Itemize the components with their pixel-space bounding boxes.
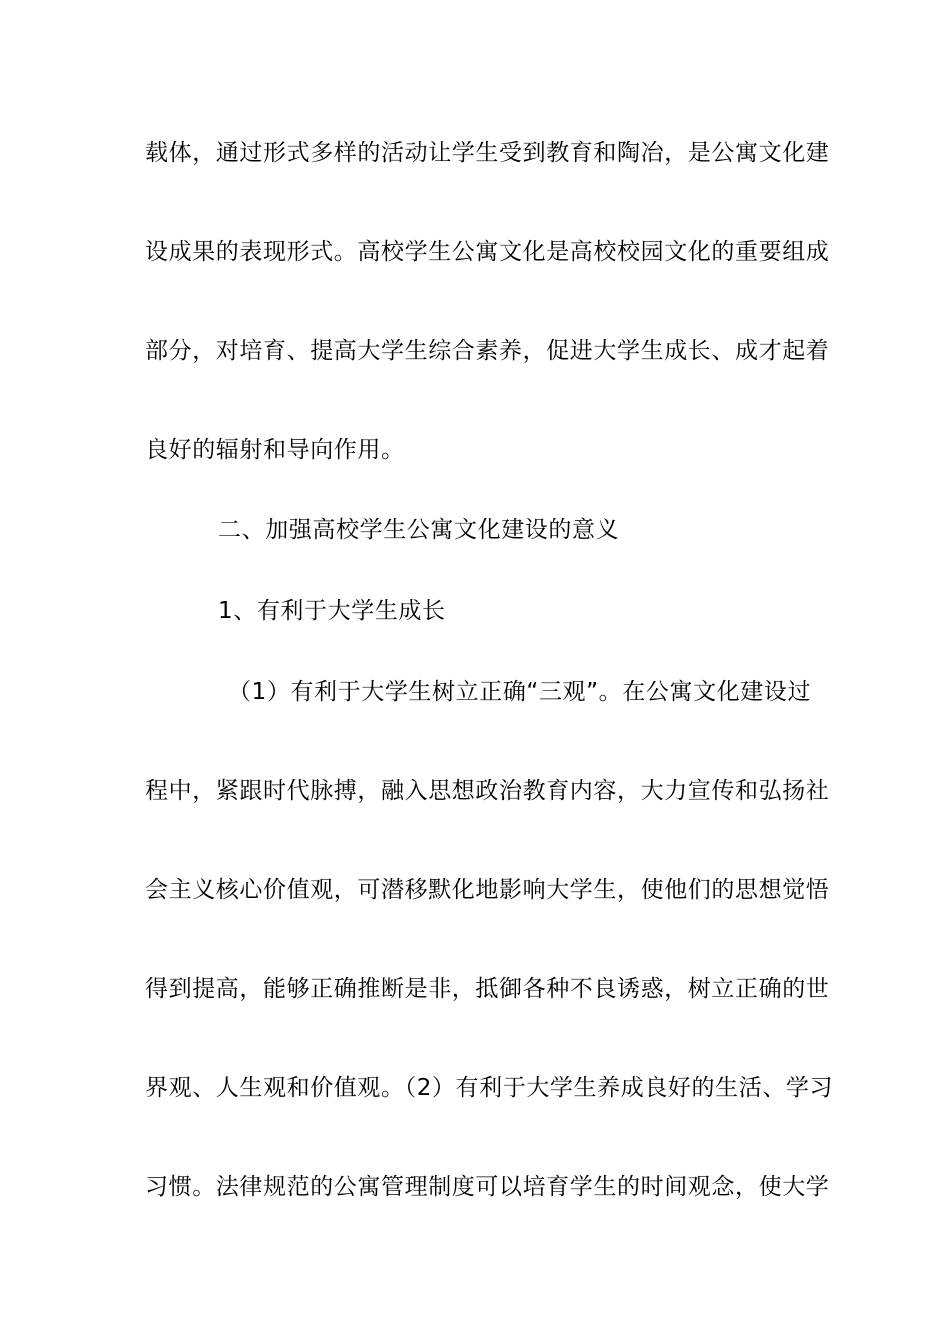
paragraph-line: 良好的辐射和导向作用。 bbox=[145, 437, 405, 463]
paragraph-line: （1）有利于大学生树立正确“三观”。在公寓文化建设过 bbox=[228, 679, 812, 705]
paragraph-line: 程中，紧跟时代脉搏，融入思想政治教育内容，大力宣传和弘扬社 bbox=[145, 778, 830, 804]
subsection-heading: 1、有利于大学生成长 bbox=[218, 598, 446, 624]
paragraph-line: 会主义核心价值观，可潜移默化地影响大学生，使他们的思想觉悟 bbox=[145, 877, 830, 903]
paragraph-line: 载体，通过形式多样的活动让学生受到教育和陶冶，是公寓文化建 bbox=[145, 140, 830, 166]
paragraph-line: 得到提高，能够正确推断是非，抵御各种不良诱惑，树立正确的世 bbox=[145, 976, 830, 1002]
section-heading: 二、加强高校学生公寓文化建设的意义 bbox=[218, 517, 620, 543]
paragraph-line: 设成果的表现形式。高校学生公寓文化是高校校园文化的重要组成 bbox=[145, 239, 830, 265]
paragraph-line: 部分，对培育、提高大学生综合素养，促进大学生成长、成才起着 bbox=[145, 338, 830, 364]
paragraph-line: 界观、人生观和价值观。（2）有利于大学生养成良好的生活、学习 bbox=[145, 1075, 834, 1101]
paragraph-line: 习惯。法律规范的公寓管理制度可以培育学生的时间观念，使大学 bbox=[145, 1174, 830, 1200]
